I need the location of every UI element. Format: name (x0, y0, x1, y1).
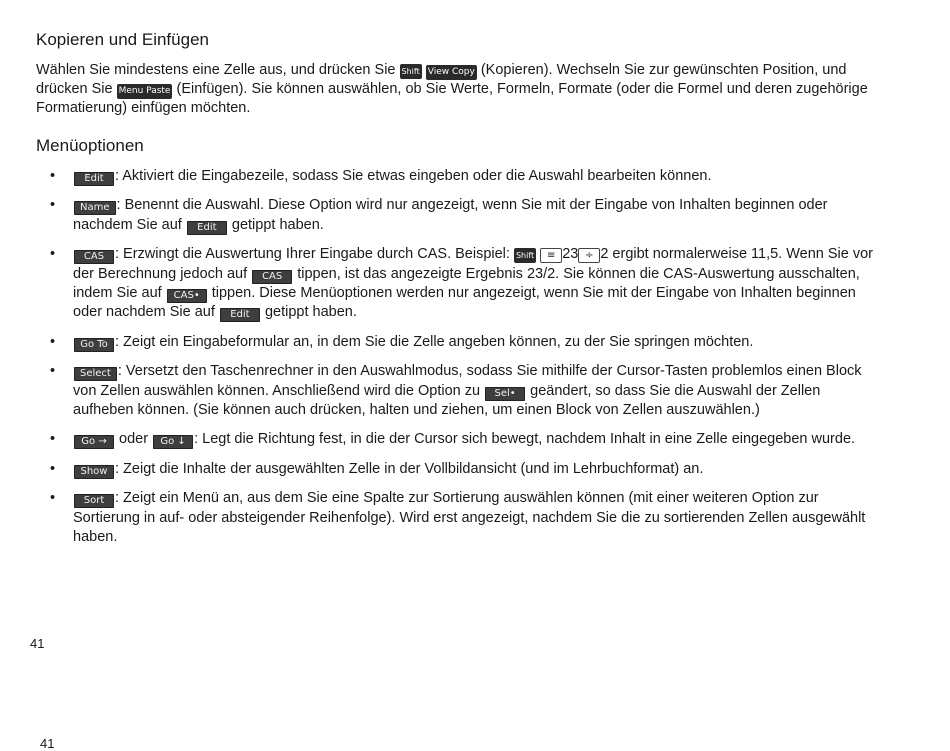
divide-key-icon: ÷ (578, 248, 600, 263)
select-softkey: Select (74, 367, 117, 381)
list-item-go-direction: • Go → oder Go ↓ : Legt die Richtung fest, in die der Cursor sich bewegt, nachdem Inhalt in eine Zelle eingegeben wurde. (36, 430, 882, 449)
bullet-icon: • (50, 168, 56, 184)
go-right-softkey: Go → (74, 435, 114, 449)
cas-softkey: CAS (74, 250, 114, 264)
list-item-name: • Name : Benennt die Auswahl. Diese Option wird nur angezeigt, wenn Sie mit der Eingabe von Inhalten beginnen oder nachdem Sie auf Edit getippt haben. (50, 197, 828, 233)
bullet-icon: • (50, 460, 56, 477)
list-item-show: • Show : Zeigt die Inhalte der ausgewählten Zelle in der Vollbildansicht (und im Lehrbuchformat) an. (36, 460, 882, 479)
bullet-icon: • (50, 431, 56, 448)
edit-softkey: Edit (74, 172, 114, 186)
sort-softkey: Sort (74, 494, 114, 508)
list-item-edit: • Edit : Aktiviert die Eingabezeile, sodass Sie etwas eingeben oder die Auswahl bearbeiten können. (36, 167, 882, 186)
fraction-key-icon: ≡ (540, 248, 562, 263)
cas-softkey: CAS (252, 270, 292, 284)
menu-paste-key-icon: Menu Paste (117, 84, 173, 99)
bullet-icon: • (50, 197, 56, 214)
heading-menu-options: Menüoptionen (36, 136, 144, 155)
bullet-icon: • (50, 246, 56, 263)
list-item-cas: • CAS : Erzwingt die Auswertung Ihrer Eingabe durch CAS. Beispiel: Shift ≡ 23 ÷ 2 ergibt normalerweise 11,5. Wenn Sie vor der Berechnung jedoch auf CAS tippen, ist das angezeigte Ergebnis 23/2. Sie können die CAS-Auswertung ausschalten, indem Sie auf CAS• tippen. Diese Menüoptionen werden nur angezeigt, wenn Sie mit der Eingabe von Inhalten beginnen oder nachdem Sie auf Edit getippt haben. (50, 246, 874, 321)
bullet-icon: • (50, 333, 56, 350)
edit-softkey: Edit (187, 221, 227, 235)
go-down-softkey: Go ↓ (153, 435, 193, 449)
shift-key-icon: Shift (514, 248, 536, 263)
bullet-icon: • (50, 490, 56, 507)
shift-key-icon: Shift (400, 64, 422, 79)
show-softkey: Show (74, 465, 114, 479)
copy-paste-paragraph: Wählen Sie mindestens eine Zelle aus, und drücken Sie Shift View Copy (Kopieren). Wechseln Sie zur gewünschten Position, und drücken Sie Menu Paste (Einfügen). Sie können auswählen, ob Sie Werte, Formeln, Formate (oder die Formel und deren zugehörige Formatierung) einfügen möchten. (36, 62, 868, 116)
page-number: 41 (30, 636, 45, 651)
heading-copy-paste: Kopieren und Einfügen (36, 30, 209, 49)
list-item-select: • Select : Versetzt den Taschenrechner in den Auswahlmodus, sodass Sie mithilfe der Cursor-Tasten problemlos einen Block von Zellen auswählen können. Anschließend wird die Option zu Sel• geändert, so dass Sie die Auswahl der Zellen aufheben können. (Sie können auch drücken, halten und ziehen, um einen Block von Zellen auszuwählen.) (50, 363, 862, 419)
menu-options-list (36, 167, 882, 558)
edit-softkey: Edit (220, 308, 260, 322)
cas-dot-softkey: CAS• (167, 289, 207, 303)
sel-dot-softkey: Sel• (485, 387, 525, 401)
bullet-icon: • (50, 363, 56, 380)
goto-softkey: Go To (74, 338, 114, 352)
name-softkey: Name (74, 201, 116, 215)
view-copy-key-icon: View Copy (426, 65, 477, 80)
list-item-sort: • Sort : Zeigt ein Menü an, aus dem Sie eine Spalte zur Sortierung auswählen können (mit einer weiteren Option zur Sortierung in auf- oder absteigender Reihenfolge). Wird erst angezeigt, nachdem Sie die zu sortierenden Zellen ausgewählt haben. (50, 490, 866, 546)
list-item-goto: • Go To : Zeigt ein Eingabeformular an, in dem Sie die Zelle angeben können, zu der Sie springen möchten. (36, 333, 882, 352)
page-number-footer: 41 (40, 736, 55, 751)
